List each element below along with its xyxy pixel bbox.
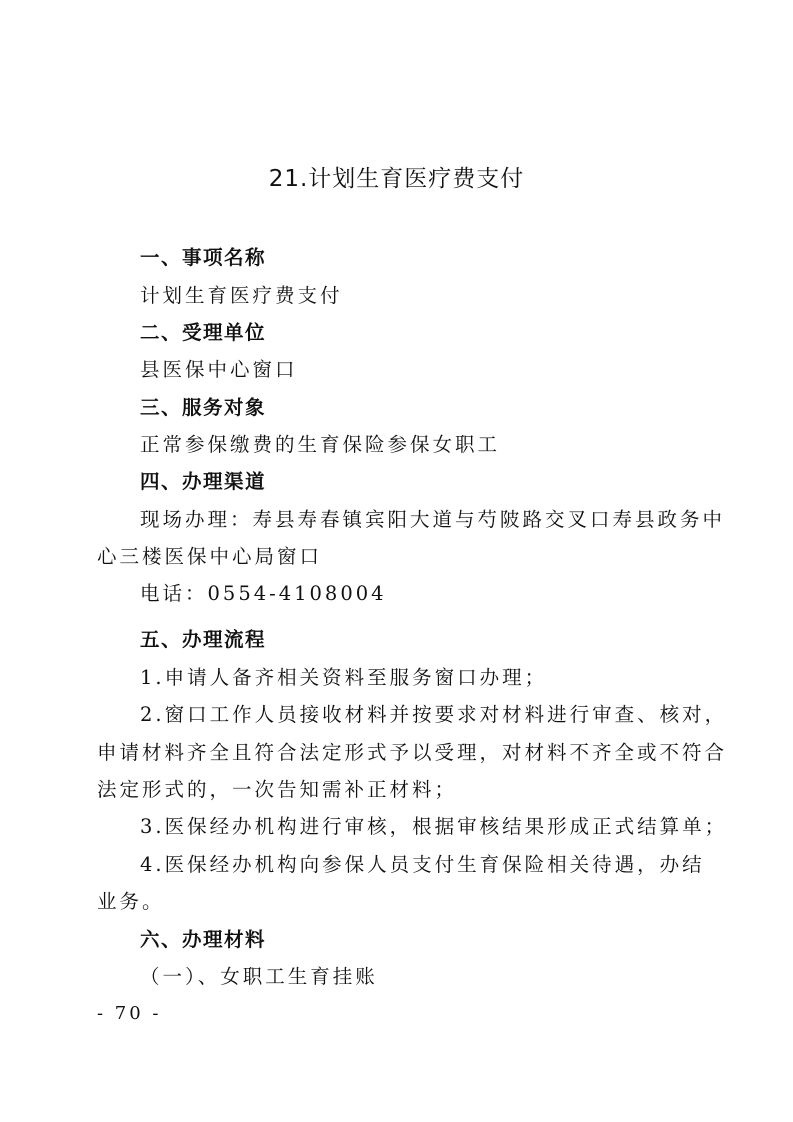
- item-name-text: 计划生育医疗费支付: [140, 284, 343, 307]
- channels-address-line1: 现场办理：寿县寿春镇宾阳大道与芍陂路交叉口寿县政务中: [140, 508, 726, 531]
- materials-subheading-1: （一）、女职工生育挂账: [140, 965, 378, 988]
- page-number: - 70 -: [97, 1003, 162, 1024]
- channels-address-line2: 心三楼医保中心局窗口: [97, 545, 323, 568]
- section-heading-accepting-unit: 二、受理单位: [140, 321, 267, 344]
- section-heading-channels: 四、办理渠道: [140, 470, 267, 493]
- section-heading-process: 五、办理流程: [140, 628, 267, 651]
- section-heading-service-target: 三、服务对象: [140, 396, 267, 419]
- section-heading-materials: 六、办理材料: [140, 928, 267, 951]
- process-step-1: 1.申请人备齐相关资料至服务窗口办理；: [140, 666, 548, 689]
- accepting-unit-text: 县医保中心窗口: [140, 358, 298, 381]
- process-step-2-line3: 法定形式的，一次告知需补正材料；: [97, 778, 458, 801]
- process-step-4-line2: 业务。: [97, 890, 165, 913]
- process-step-2-line2: 申请材料齐全且符合法定形式予以受理，对材料不齐全或不符合: [97, 741, 728, 764]
- channels-phone: 电话：0554-4108004: [140, 582, 387, 605]
- service-target-text: 正常参保缴费的生育保险参保女职工: [140, 433, 501, 456]
- process-step-4-line1: 4.医保经办机构向参保人员支付生育保险相关待遇，办结: [140, 853, 705, 876]
- page-title: 21.计划生育医疗费支付: [268, 166, 525, 192]
- process-step-3: 3.医保经办机构进行审核，根据审核结果形成正式结算单；: [140, 815, 728, 838]
- section-heading-item-name: 一、事项名称: [140, 246, 267, 269]
- process-step-2-line1: 2.窗口工作人员接收材料并按要求对材料进行审查、核对，: [140, 703, 728, 726]
